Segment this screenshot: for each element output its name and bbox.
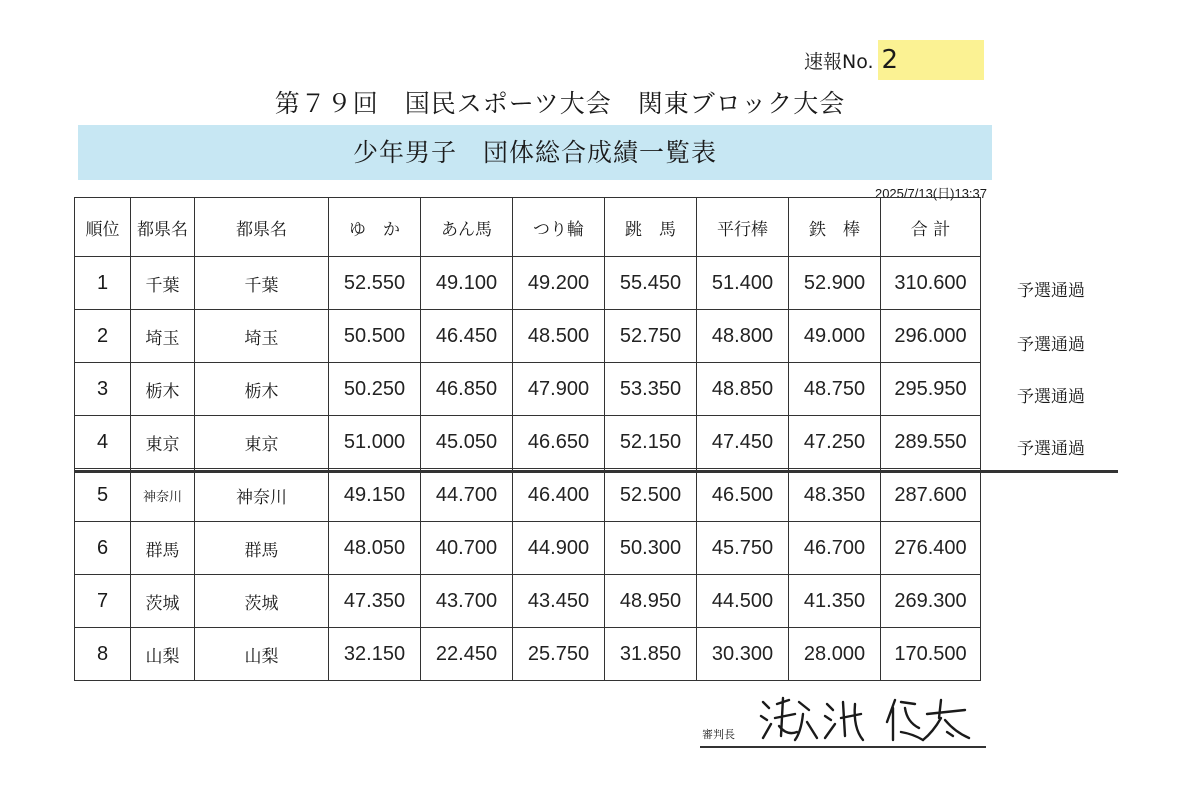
cell-pref-short: 山梨 (131, 628, 195, 681)
cell-floor: 52.550 (329, 257, 421, 310)
cell-parallel-bars: 48.850 (697, 363, 789, 416)
cell-parallel-bars: 30.300 (697, 628, 789, 681)
cell-high-bar: 28.000 (789, 628, 881, 681)
table-row (75, 363, 981, 416)
table-row (75, 257, 981, 310)
cell-pref: 山梨 (195, 628, 329, 681)
cell-pref: 千葉 (195, 257, 329, 310)
header-pref-short: 都県名 (131, 198, 195, 257)
cell-pref: 神奈川 (195, 469, 329, 522)
cell-rings: 44.900 (513, 522, 605, 575)
cell-total: 289.550 (881, 416, 981, 469)
cell-floor: 51.000 (329, 416, 421, 469)
cell-high-bar: 46.700 (789, 522, 881, 575)
cell-vault: 52.500 (605, 469, 697, 522)
cell-total: 170.500 (881, 628, 981, 681)
cell-floor: 49.150 (329, 469, 421, 522)
cell-pref-short: 神奈川 (131, 469, 195, 522)
cell-pref: 栃木 (195, 363, 329, 416)
cell-rank: 4 (75, 416, 131, 469)
cell-vault: 53.350 (605, 363, 697, 416)
cell-vault: 52.150 (605, 416, 697, 469)
cell-pref-short: 東京 (131, 416, 195, 469)
cell-pref: 茨城 (195, 575, 329, 628)
table-row (75, 628, 981, 681)
cell-pref: 東京 (195, 416, 329, 469)
event-title: 第７９回 国民スポーツ大会 関東ブロック大会 (274, 89, 846, 118)
header-vault: 跳 馬 (605, 198, 697, 257)
cell-high-bar: 48.350 (789, 469, 881, 522)
cell-vault: 50.300 (605, 522, 697, 575)
qualification-status: 予選通過 (1017, 335, 1085, 355)
cell-pref-short: 群馬 (131, 522, 195, 575)
bulletin-label: 速報No. (804, 50, 874, 73)
table-header-row (75, 198, 981, 257)
header-floor: ゆ か (329, 198, 421, 257)
header-total: 合 計 (881, 198, 981, 257)
table-row (75, 469, 981, 522)
cell-floor: 32.150 (329, 628, 421, 681)
cell-floor: 47.350 (329, 575, 421, 628)
cell-parallel-bars: 46.500 (697, 469, 789, 522)
qualification-cutline (74, 470, 1118, 473)
cell-parallel-bars: 44.500 (697, 575, 789, 628)
cell-parallel-bars: 45.750 (697, 522, 789, 575)
cell-rings: 47.900 (513, 363, 605, 416)
header-pommel: あん馬 (421, 198, 513, 257)
cell-parallel-bars: 51.400 (697, 257, 789, 310)
cell-floor: 50.500 (329, 310, 421, 363)
cell-total: 287.600 (881, 469, 981, 522)
cell-rank: 8 (75, 628, 131, 681)
cell-total: 310.600 (881, 257, 981, 310)
cell-high-bar: 41.350 (789, 575, 881, 628)
cell-rings: 46.650 (513, 416, 605, 469)
cell-high-bar: 47.250 (789, 416, 881, 469)
qualification-status: 予選通過 (1017, 387, 1085, 407)
cell-floor: 48.050 (329, 522, 421, 575)
header-pref: 都県名 (195, 198, 329, 257)
cell-rings: 43.450 (513, 575, 605, 628)
cell-total: 296.000 (881, 310, 981, 363)
referee-title: 審判長 (702, 728, 735, 741)
cell-pref: 埼玉 (195, 310, 329, 363)
qualification-status: 予選通過 (1017, 439, 1085, 459)
cell-high-bar: 49.000 (789, 310, 881, 363)
cell-pommel: 43.700 (421, 575, 513, 628)
cell-pref-short: 茨城 (131, 575, 195, 628)
timestamp: 2025/7/13(日)13:37 (874, 186, 987, 201)
cell-pommel: 40.700 (421, 522, 513, 575)
table-row (75, 522, 981, 575)
cell-rings: 49.200 (513, 257, 605, 310)
cell-pommel: 46.450 (421, 310, 513, 363)
cell-pommel: 44.700 (421, 469, 513, 522)
cell-high-bar: 52.900 (789, 257, 881, 310)
header-parallel-bars: 平行棒 (697, 198, 789, 257)
cell-vault: 48.950 (605, 575, 697, 628)
header-high-bar: 鉄 棒 (789, 198, 881, 257)
table-row (75, 310, 981, 363)
header-rank: 順位 (75, 198, 131, 257)
cell-pref: 群馬 (195, 522, 329, 575)
table-row (75, 575, 981, 628)
cell-vault: 55.450 (605, 257, 697, 310)
cell-total: 276.400 (881, 522, 981, 575)
cell-pref-short: 千葉 (131, 257, 195, 310)
bulletin-number (804, 40, 984, 80)
cell-rank: 3 (75, 363, 131, 416)
cell-rank: 5 (75, 469, 131, 522)
cell-pref-short: 栃木 (131, 363, 195, 416)
cell-rank: 1 (75, 257, 131, 310)
qualification-status: 予選通過 (1017, 281, 1085, 301)
cell-rank: 2 (75, 310, 131, 363)
referee-signature-block (700, 692, 990, 752)
cell-rings: 48.500 (513, 310, 605, 363)
cell-pommel: 49.100 (421, 257, 513, 310)
referee-signature (755, 692, 985, 748)
cell-pommel: 22.450 (421, 628, 513, 681)
cell-vault: 52.750 (605, 310, 697, 363)
cell-total: 269.300 (881, 575, 981, 628)
cell-rings: 25.750 (513, 628, 605, 681)
cell-parallel-bars: 47.450 (697, 416, 789, 469)
cell-rings: 46.400 (513, 469, 605, 522)
signature-underline (700, 746, 986, 748)
cell-floor: 50.250 (329, 363, 421, 416)
cell-total: 295.950 (881, 363, 981, 416)
cell-rank: 7 (75, 575, 131, 628)
subtitle-banner: 少年男子 団体総合成績一覧表 (78, 125, 992, 180)
table-row (75, 416, 981, 469)
cell-high-bar: 48.750 (789, 363, 881, 416)
bulletin-value: 2 (878, 40, 984, 80)
cell-pommel: 45.050 (421, 416, 513, 469)
cell-vault: 31.850 (605, 628, 697, 681)
cell-parallel-bars: 48.800 (697, 310, 789, 363)
cell-pommel: 46.850 (421, 363, 513, 416)
results-table (74, 197, 981, 681)
header-rings: つり輪 (513, 198, 605, 257)
cell-pref-short: 埼玉 (131, 310, 195, 363)
cell-rank: 6 (75, 522, 131, 575)
